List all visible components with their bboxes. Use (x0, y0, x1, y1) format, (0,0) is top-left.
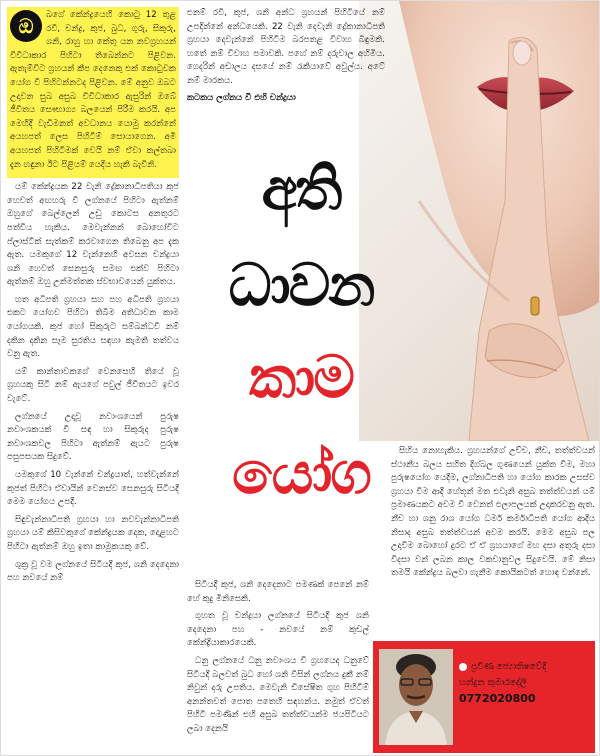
top-middle-column (187, 7, 385, 134)
article-paragraph: සිටියදී කුජ, ශනි දෙදෙනාට පමණක් පෙනේ නම් හේ කුදු මිනිසෙකි. (187, 580, 369, 604)
intro-paragraph: බගේ කේන්ද්‍රයෙහි කොටු 12 තුළ රවි, චන්ද්‍ර, කුජ, බුධ, ගුරු, සිකුරු, ශනි, රාහු හා කේතු යන නවග්‍රහයන් විවිධාකාර පිහිටා තිබෙන්නට පිළිවන. ඇතැම්විට ග්‍රහයන් කීප දෙනෙකු එක් කොටුවක යෝග වී පිහිටන්නටද පිළිවන. මේ අනුව ඔබට උදාවන සුබ අසුබ විවිධාකාර ඇසුරින් ඔබේ ජීවිතය සෞභාග්‍ය බලයෙන් පිරීම කරයි. අප මෙහිදී වැඩිමනත් අවධානය යොමු කරන්නේ අයහපත් ලෙස පිහිටීම් සොයාගෙන. අමී අයහපත් පිහිටීමක් වෙයි නම් ඒවා කල්තබා දැන හඳුනා ඊට පිළියම් යෙදිය හැකි බැවිනි. (10, 10, 176, 170)
author-address: හන්දුන කුමාරදේලි (459, 678, 527, 688)
article-paragraph: හත අධිපති ග්‍රහයා සහ පහ අධිපති ග්‍රහයා එකට යෝගව පිහිටා තිබීම අතිධාවන කාම යෝගයකි. කුජ හෝ සිකුරුට සම්බන්ධවී නම් දකින දකින සෑම සුරතිය සඳහා කැමති තත්වය වනු ඇත. (7, 294, 179, 360)
author-photo (379, 649, 453, 745)
headline-word-4: යෝග (232, 439, 370, 507)
author-name: ප්‍රවීණ ජ්‍යොතිෂවේදී (471, 662, 547, 672)
article-paragraph: සිහිය නොහැකිය. ග්‍රහයන්ගේ උච්ච, නීච, තත්ත්වයන් ස්ථානීය බලය සහිත දිග්බල ගුණයෙන් යුක්ත වීම, මහා පුරුෂයෝග යෙදීම, ලග්නාධිපති හා යෝග කාරක උසස්ව ග්‍රහයා වීම ආදී හේතූන් මත එවැනි අසුබ තත්ත්වයන් යම් ප්‍රමාණයකට අවම වී වෙනත් ඵලාපලයක් උදාකරවනු ඇත. නීච හා ශනු රාශ යෝග ධර්ම කර්මාධිපති යෝග ආදිය නිසාද අසුබ තත්ත්වයන් අවම කරයි. මෙම අසුබ පල උදාවීම බොහෝ දුරට ඒ ඒ ග්‍රහයාගේ මහ දසා අතුරු දසා විදසා වන් ලබන කාල වකවානුවල සිදුවෙයි. මේ නිසා තමයි කේන්ද්‍රය බලවා ගැනීම කොයිකටත් හොඳ වන්නේ. (391, 446, 595, 579)
article-paragraph: එනම් රවි, කුජ, ශනි අන්ධ ග්‍රහයන් පිහිටියේ නම් උපදින්නේ අන්ධයෙකි. 22 වැනි දෙවැනි ද්‍රේකානාධිපති ග්‍රහයා දෙවැන්නේ පිහිටීම බරපතළ විවාහ බිඳුමකි. හතේ නම් විවාහ පමාවකි. පහේ නම් දරුවාල අහිමිය. ගෙදරින් අඩාලය දසයේ නම් රැකියාවේ අවුල්ය. අටේ නම් මාරකය. (187, 8, 385, 86)
author-info (459, 659, 591, 707)
article-paragraph: ශුක්‍ර වූ වම ලග්නයේ සිටියදී කුජ, ශනි දෙදෙනා පහ නවයේ නම් (7, 559, 179, 584)
article-paragraph: සිඳුවැන්නාධිපති ග්‍රහයා හා නවවැන්නාධිපති ග්‍රහයා යම් කිසිවකුගේ කේන්ද්‍රයක දෙක, දොළහට පිහිටා ඇත්නම් ඔහු ඉතා කාමුකයකු වේ. (7, 514, 179, 552)
intro-highlight-box (7, 7, 179, 178)
bullet-icon (459, 663, 467, 671)
article-paragraph: යමකුගේ 10 වැන්නේ චන්ද්‍රයාත්, හත්වැන්නේ කුජත් පිහිටා ඒවායින් වෙනස්ව සෙනසුරු සිටියදී මෙම යෝගය උපදී. (7, 470, 179, 508)
article-paragraph: ගුහත වූ චන්ද්‍රයා ලග්නයේ සිටියදී කුජ ශනි දෙදෙනා පහ - නවයේ නම් කුඩල් කේන්ද්‍රියාකාරයෙකි. (187, 611, 369, 649)
author-portrait (379, 649, 453, 745)
section-subhead: කටකය ලග්නය වී එහි චන්ද්‍රයා (187, 92, 296, 103)
author-phone: 0772020800 (459, 692, 536, 705)
dropcap-letter: ඔ (10, 10, 42, 42)
article-paragraph: ලග්නයේ උදාවූ නවාංශයෙන් පුරුෂ නවාංශකයක් වී සඳ හා සිකුරුද පුරුෂ නවාංශකවල පිහිටා ඇත්නම් ඇයට පුරුෂ පසුපසයක සිදුවේ. (7, 411, 179, 463)
headline-word-1: අති (261, 155, 341, 223)
headline-word-2: ධාවන (228, 251, 374, 319)
article-paragraph: යම් කාන්තාවකගේ වෙනසෙහි තියේ වූ ග්‍රහයකු සිටී නම් ඇයගේ පවුල් ජීවිතයට ඉවර වැටේ. (7, 366, 179, 405)
article-paragraph: ධනු ලග්නයේ ධනු නවාංශය වී ග්‍රහයෙද ධනුවේ සිටියදී බලවත් බුධ හෝ ශනි විසින් ලග්නය දුකී නම් නිවුන් දරු උපතිය. මෙවැනි ඩිසේෂිත ගුහ පිහිටීම් අනන්තවත් පොත පතෙහි සඳහන්ය. නමුත් ඒවත් පිහිටි පමණින් එහි අසුබ තත්ත්වයන්ම ජයපිටියට ලබා දෙනයි (187, 655, 369, 734)
middle-bottom-column (187, 579, 369, 753)
article-paragraph: යම් කේන්ද්‍රයක 22 වැනි ද්‍රේකානාධිපතියා කුජ හෙවත් අඟහරු වී ලග්නයේ පිහිටා ඇත්නම් ඔහුගේ බෙල්ලෙන් උඩු කොටස අනතුරට පත්විය හැකිය. මෙවැන්නන් බොහෝවිට ප්ලාස්ටික් සැත්කම් කරවාගෙන තිබෙනු අප දැක ඇත. යමකුගේ 12 වැන්නෙහි අවසන චන්ද්‍රයා ශනි හෙවත් සෙනසුරු සමඟ එක්ව පිහිටා ඇත්නම් ඔහු උන්මත්තක ස්වභාවයෙන් යුක්තය. (7, 182, 179, 288)
right-article-column (391, 445, 595, 639)
headline-word-3: කාම (249, 343, 353, 411)
left-article-column (7, 7, 179, 752)
author-box (373, 641, 595, 753)
headline (191, 151, 421, 551)
